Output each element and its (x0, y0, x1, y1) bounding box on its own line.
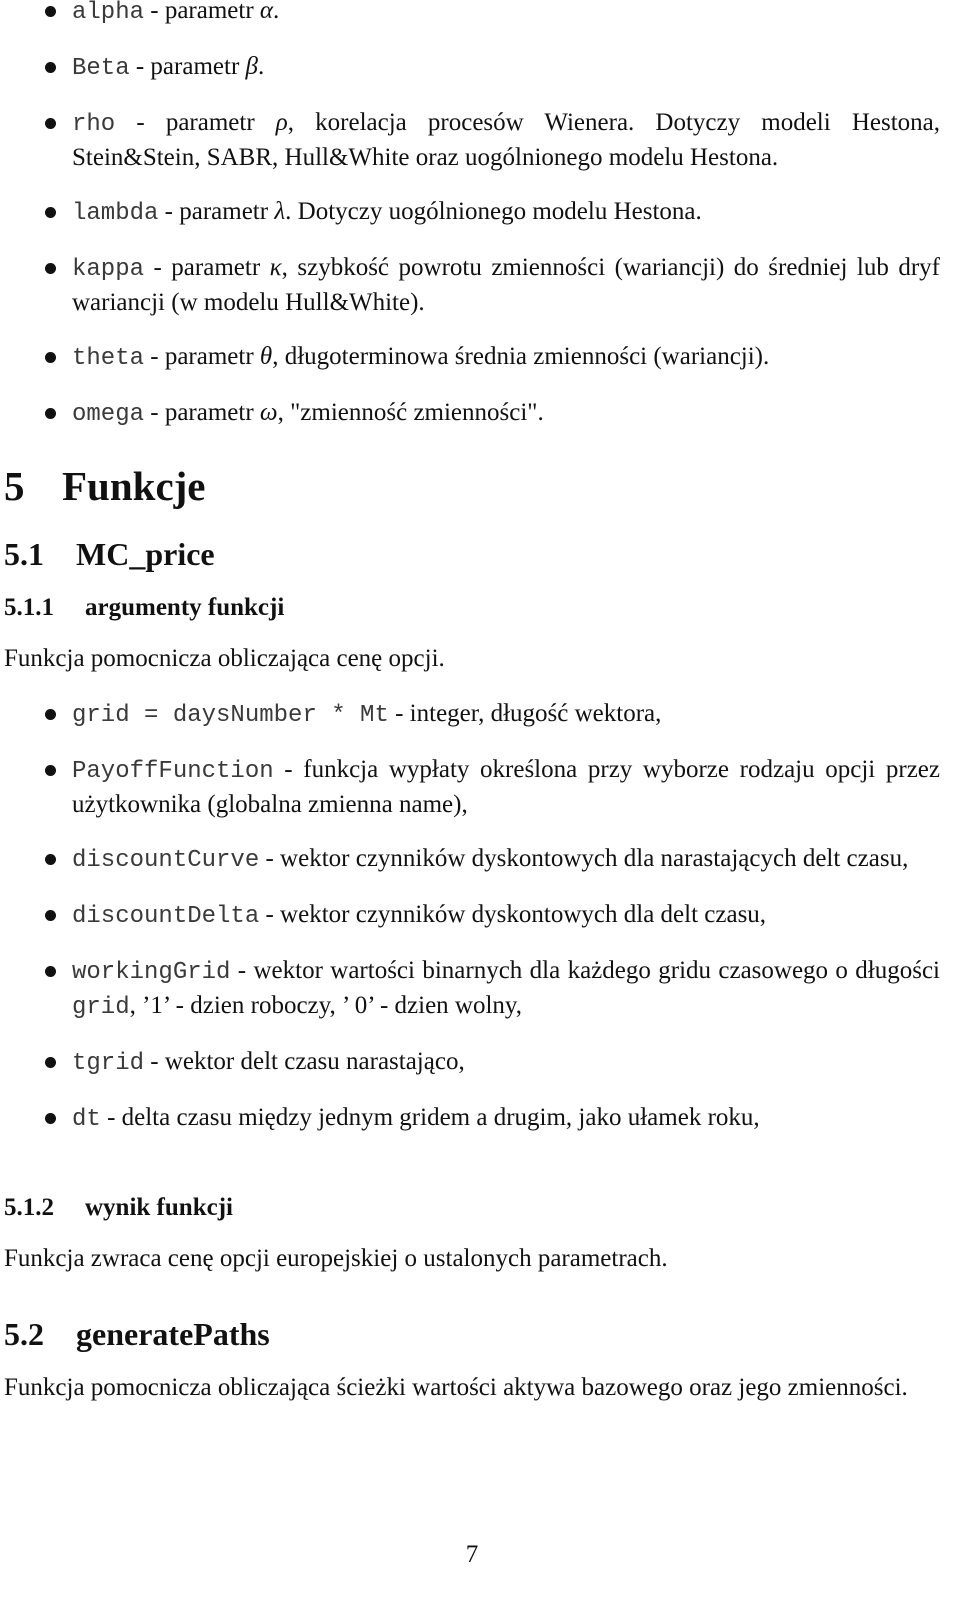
param-code: theta (72, 345, 145, 372)
bullet-icon (45, 966, 56, 977)
list-item-kappa (4, 251, 940, 319)
param-text: - parametr (158, 198, 275, 225)
section-heading-5-2 (4, 1314, 270, 1354)
bullet-icon (45, 709, 56, 720)
param-code: alpha (72, 0, 145, 26)
section-title: generatePaths (76, 1316, 270, 1352)
list-item-alpha (4, 0, 940, 29)
list-item-lambda (4, 195, 940, 230)
bullet-icon (45, 854, 56, 865)
param-symbol: ρ (275, 109, 288, 136)
param-description: , korelacja procesów Wienera. Dotyczy modeli Hestona, Stein&Stein, SABR, Hull&White oraz uogólnionego modelu Hestona. (72, 109, 940, 171)
bullet-icon (45, 765, 56, 776)
arg-code: grid = daysNumber * Mt (72, 702, 389, 729)
section-heading-5-1-2 (4, 1191, 233, 1224)
param-description: . (257, 53, 265, 80)
bullet-icon (45, 207, 56, 218)
bullet-icon (45, 910, 56, 921)
arg-code: dt (72, 1106, 101, 1133)
page-number: 7 (465, 1541, 479, 1568)
section-title: Funkcje (62, 463, 206, 509)
intro-paragraph: Funkcja pomocnicza obliczająca cenę opcji. (4, 645, 445, 672)
param-text: - parametr (144, 399, 260, 426)
list-item-rho (4, 106, 940, 174)
param-text: - parametr (144, 343, 260, 370)
param-description: , długoterminowa średnia zmienności (wariancji). (272, 343, 770, 370)
section-number: 5 (4, 463, 25, 509)
param-symbol: α (259, 0, 274, 24)
bullet-icon (45, 118, 56, 129)
arg-code: workingGrid (72, 959, 231, 986)
list-item-omega (4, 396, 940, 431)
section-title: MC_price (76, 536, 215, 572)
arg-code: discountCurve (72, 847, 260, 874)
arg-description: - wektor czynników dyskontowych dla delt czasu, (259, 901, 767, 928)
section-title: argumenty funkcji (85, 594, 285, 621)
bullet-icon (45, 62, 56, 73)
arg-description: - wektor czynników dyskontowych dla narastających delt czasu, (259, 845, 909, 872)
param-text: - parametr (115, 109, 276, 136)
bullet-icon (45, 263, 56, 274)
generate-paths-paragraph: Funkcja pomocnicza obliczająca ścieżki wartości aktywa bazowego oraz jego zmienności. (4, 1374, 908, 1401)
section-heading-5 (4, 462, 206, 510)
bullet-icon (45, 1113, 56, 1124)
bullet-icon (45, 6, 56, 17)
arg-description: - wektor delt czasu narastająco, (144, 1048, 465, 1075)
list-item-payoff-function (4, 753, 940, 821)
list-item-tgrid (4, 1045, 940, 1080)
section-number: 5.1.1 (4, 594, 54, 621)
param-description: . (273, 0, 280, 24)
arg-code-inline: grid (72, 994, 130, 1021)
section-number: 5.1 (4, 536, 44, 572)
list-item-grid (4, 697, 940, 732)
list-item-discount-delta (4, 898, 940, 933)
section-heading-5-1-1 (4, 591, 284, 624)
arg-code: discountDelta (72, 903, 260, 930)
param-code: Beta (72, 55, 130, 82)
section-number: 5.1.2 (4, 1194, 54, 1221)
list-item-beta (4, 50, 940, 85)
list-item-theta (4, 340, 940, 375)
arg-description-tail: , ’1’ - dzien roboczy, ’ 0’ - dzien wolny, (129, 992, 523, 1019)
param-text: - parametr (144, 254, 270, 281)
section-number: 5.2 (4, 1316, 44, 1352)
bullet-icon (45, 1057, 56, 1068)
arg-description: - integer, długość wektora, (388, 700, 662, 727)
param-symbol: κ (269, 254, 282, 281)
arguments-list (4, 697, 940, 1136)
arg-description: - delta czasu między jednym gridem a drugim, jako ułamek roku, (100, 1104, 760, 1131)
list-item-working-grid (4, 954, 940, 1024)
section-heading-5-1 (4, 534, 215, 574)
param-code: lambda (72, 200, 159, 227)
param-text: - parametr (129, 53, 246, 80)
arg-description: - wektor wartości binarnych dla każdego gridu czasowego o długości (230, 957, 940, 984)
param-symbol: θ (259, 343, 273, 370)
list-item-dt (4, 1101, 940, 1136)
param-symbol: β (245, 53, 258, 80)
parameter-list (4, 0, 940, 431)
param-symbol: ω (259, 399, 278, 426)
param-symbol: λ (274, 198, 286, 225)
param-code: omega (72, 401, 145, 428)
section-title: wynik funkcji (85, 1194, 233, 1221)
bullet-icon (45, 408, 56, 419)
bullet-icon (45, 352, 56, 363)
param-code: kappa (72, 256, 145, 283)
list-item-discount-curve (4, 842, 940, 877)
param-code: rho (72, 111, 116, 138)
param-description: . Dotyczy uogólnionego modelu Hestona. (285, 198, 702, 225)
param-description: , "zmienność zmienności". (277, 399, 544, 426)
arg-code: PayoffFunction (72, 758, 274, 785)
param-description: , szybkość powrotu zmienności (wariancji) do średniej lub dryf wariancji (w modelu Hull&White). (72, 254, 940, 316)
result-paragraph: Funkcja zwraca cenę opcji europejskiej o ustalonych parametrach. (4, 1245, 668, 1272)
param-text: - parametr (144, 0, 260, 24)
arg-description: - funkcja wypłaty określona przy wyborze rodzaju opcji przez użytkownika (globalna zmienna name), (72, 756, 940, 818)
arg-code: tgrid (72, 1050, 145, 1077)
